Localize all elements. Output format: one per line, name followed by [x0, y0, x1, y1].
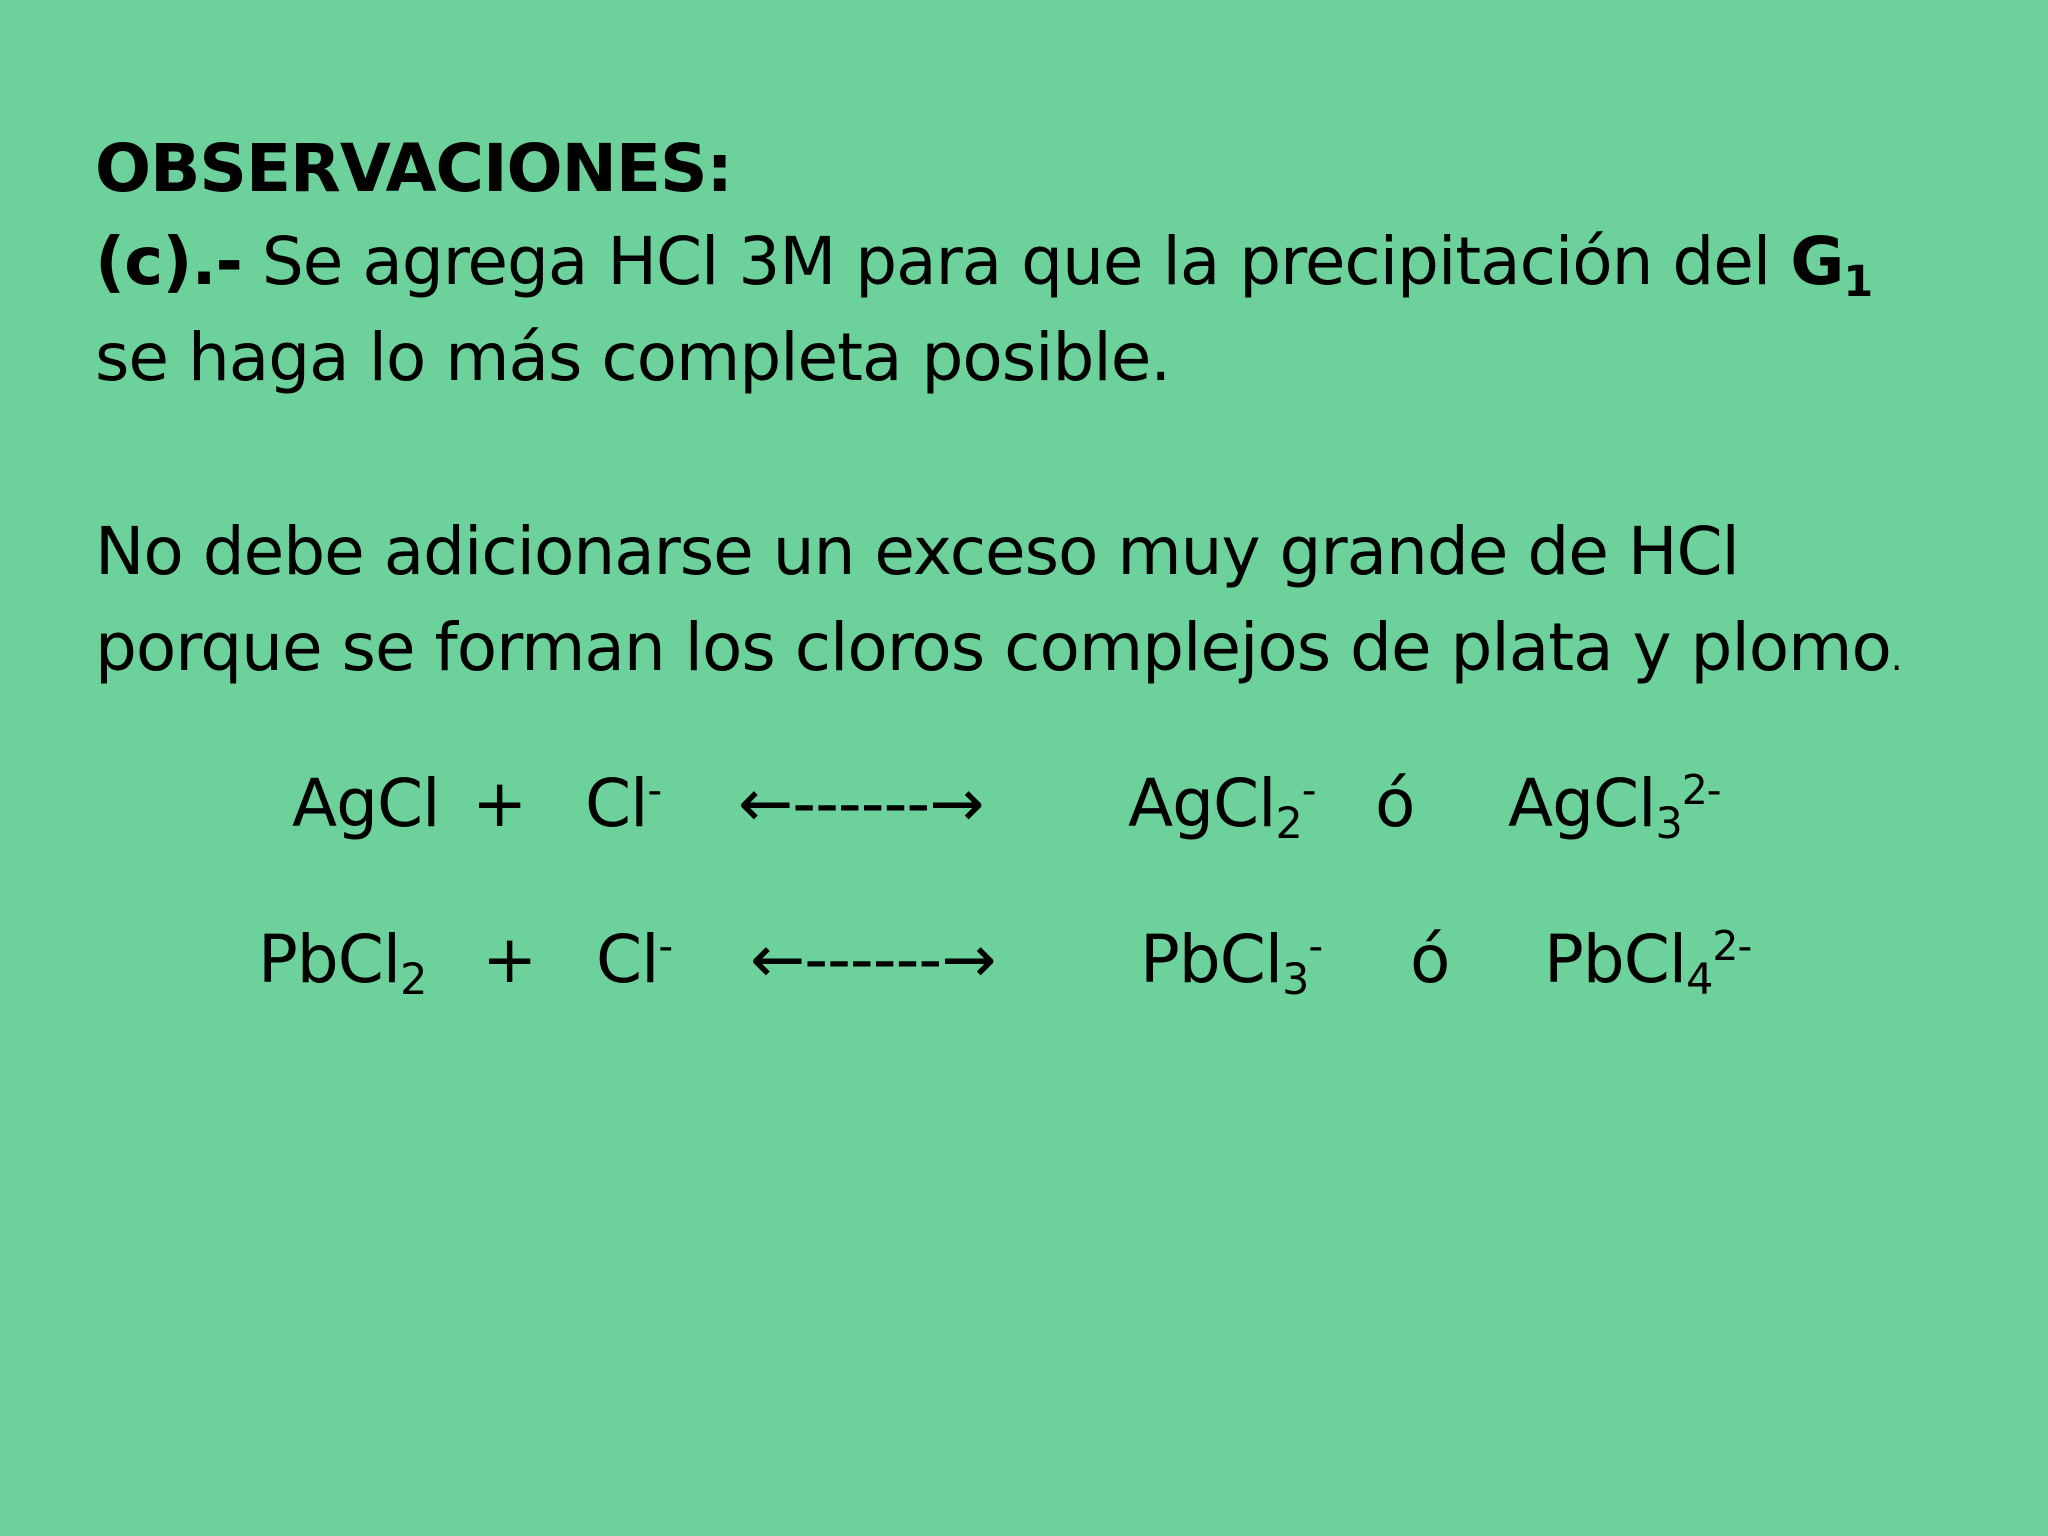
or-word: ó — [1410, 921, 1450, 998]
reactant-subscript: 2 — [400, 955, 427, 1005]
or-word: ó — [1375, 765, 1415, 842]
excess-warning-text: porque se forman los cloros complejos de plata y plomo — [95, 609, 1891, 686]
product-formula: PbCl — [1544, 921, 1687, 998]
product-formula: PbCl — [1140, 921, 1283, 998]
product-charge: - — [1301, 765, 1316, 814]
product-subscript: 2 — [1275, 799, 1302, 849]
observation-label: (c).- — [95, 223, 242, 300]
product-subscript: 3 — [1282, 955, 1309, 1005]
product-formula: AgCl — [1508, 765, 1656, 842]
chloride-charge: - — [658, 921, 673, 970]
reactant-chloride — [596, 920, 672, 1000]
product-formula: AgCl — [1128, 765, 1276, 842]
observation-c — [95, 214, 1872, 406]
reactant-formula: PbCl — [258, 921, 401, 998]
plus-sign: + — [472, 765, 527, 842]
slide-heading: OBSERVACIONES: — [95, 130, 732, 207]
reactant-chloride — [585, 764, 661, 844]
excess-warning-period: . — [1890, 636, 1902, 679]
chloride-formula: Cl — [585, 765, 648, 842]
product-agcl2 — [1128, 764, 1316, 849]
reactant-pbcl2 — [258, 920, 427, 1005]
observation-c-line1 — [95, 214, 1872, 310]
product-charge: 2- — [1712, 921, 1752, 970]
product-charge: - — [1308, 921, 1323, 970]
group-symbol — [1790, 223, 1873, 307]
excess-warning-line2 — [95, 600, 1901, 706]
product-pbcl4 — [1544, 920, 1752, 1005]
excess-warning — [95, 504, 1901, 706]
group-letter: G — [1790, 223, 1844, 300]
equilibrium-arrow: ←------→ — [750, 921, 996, 998]
equation-silver — [0, 764, 2048, 864]
chloride-formula: Cl — [596, 921, 659, 998]
excess-warning-line1: No debe adicionarse un exceso muy grande de HCl — [95, 513, 1739, 590]
product-subscript: 4 — [1686, 955, 1713, 1005]
equilibrium-arrow: ←------→ — [738, 765, 984, 842]
product-agcl3 — [1508, 764, 1721, 849]
product-pbcl3 — [1140, 920, 1323, 1005]
product-subscript: 3 — [1655, 799, 1682, 849]
reactant-agcl — [292, 764, 439, 844]
reactant-formula: AgCl — [292, 765, 440, 842]
equation-lead — [0, 920, 2048, 1020]
product-charge: 2- — [1681, 765, 1721, 814]
group-subscript: 1 — [1843, 257, 1873, 307]
chloride-charge: - — [647, 765, 662, 814]
plus-sign: + — [482, 921, 537, 998]
observation-c-text: Se agrega HCl 3M para que la precipitación del — [241, 223, 1791, 300]
observation-c-line2: se haga lo más completa posible. — [95, 319, 1171, 396]
